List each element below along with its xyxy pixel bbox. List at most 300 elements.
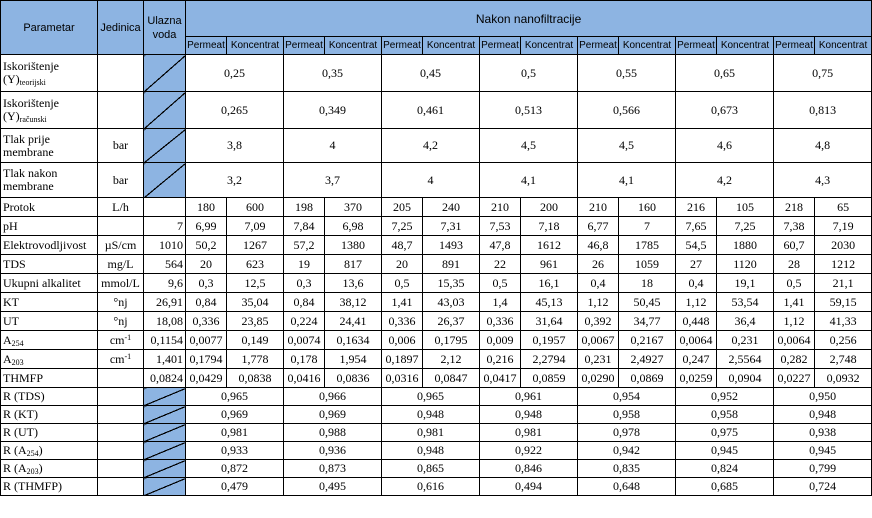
permeat-value: 7,84 — [284, 217, 325, 236]
koncentrat-value: 1380 — [325, 236, 382, 255]
permeat-value: 0,4 — [578, 274, 619, 293]
empty-diagonal-cell — [144, 442, 186, 460]
table-row — [1, 406, 872, 424]
table-row — [1, 478, 872, 496]
merged-value-cell: 0,566 — [578, 92, 676, 129]
rejection-value: 0,981 — [382, 424, 480, 442]
koncentrat-value: 1,954 — [325, 350, 382, 369]
subheader-koncentrat: Koncentrat — [227, 37, 284, 55]
merged-value-cell: 4,2 — [382, 129, 480, 163]
merged-value-cell: 4,8 — [774, 129, 872, 163]
row-label — [1, 369, 98, 388]
row-unit — [98, 388, 144, 406]
koncentrat-value: 50,45 — [619, 293, 676, 312]
empty-diagonal-cell — [144, 55, 186, 92]
koncentrat-value: 2,4927 — [619, 350, 676, 369]
merged-value-cell: 0,461 — [382, 92, 480, 129]
koncentrat-value: 7,25 — [717, 217, 774, 236]
permeat-value: 28 — [774, 255, 815, 274]
permeat-value: 0,336 — [186, 312, 227, 331]
permeat-value: 60,7 — [774, 236, 815, 255]
permeat-value: 180 — [186, 198, 227, 217]
row-unit — [98, 460, 144, 478]
table-row — [1, 163, 872, 198]
subheader-permeat: Permeat — [578, 37, 619, 55]
rejection-value: 0,954 — [578, 388, 676, 406]
subheader-permeat: Permeat — [284, 37, 325, 55]
permeat-value: 210 — [480, 198, 521, 217]
row-unit: °nj — [98, 312, 144, 331]
permeat-value: 0,336 — [382, 312, 423, 331]
row-label-text: R (A — [3, 461, 27, 475]
permeat-value: 0,0290 — [578, 369, 619, 388]
permeat-value: 1,41 — [382, 293, 423, 312]
subheader-permeat: Permeat — [186, 37, 227, 55]
row-unit — [98, 442, 144, 460]
rejection-value: 0,966 — [284, 388, 382, 406]
koncentrat-value: 200 — [521, 198, 578, 217]
permeat-value: 0,3 — [186, 274, 227, 293]
koncentrat-value: 2030 — [815, 236, 872, 255]
row-label-subscript: teorijski — [19, 78, 46, 87]
row-unit — [98, 92, 144, 129]
row-unit: mmol/L — [98, 274, 144, 293]
merged-value-cell: 0,65 — [676, 55, 774, 92]
rejection-value: 0,648 — [578, 478, 676, 496]
row-label — [1, 388, 98, 406]
koncentrat-value: 34,77 — [619, 312, 676, 331]
empty-diagonal-cell — [144, 478, 186, 496]
row-label: Protok — [1, 198, 98, 217]
rejection-value: 0,616 — [382, 478, 480, 496]
row-label-text: R (A — [3, 443, 27, 457]
permeat-value: 0,006 — [382, 331, 423, 350]
permeat-value: 0,84 — [284, 293, 325, 312]
koncentrat-value: 1267 — [227, 236, 284, 255]
permeat-value: 0,178 — [284, 350, 325, 369]
merged-value-cell: 4,5 — [480, 129, 578, 163]
koncentrat-value: 7 — [619, 217, 676, 236]
permeat-value: 0,336 — [480, 312, 521, 331]
permeat-value: 19 — [284, 255, 325, 274]
rejection-value: 0,945 — [774, 442, 872, 460]
permeat-value: 0,231 — [578, 350, 619, 369]
koncentrat-value: 1120 — [717, 255, 774, 274]
merged-value-cell: 0,5 — [480, 55, 578, 92]
koncentrat-value: 2,2794 — [521, 350, 578, 369]
table-row — [1, 55, 872, 92]
permeat-value: 1,12 — [774, 312, 815, 331]
subheader-koncentrat: Koncentrat — [521, 37, 578, 55]
subheader-koncentrat: Koncentrat — [717, 37, 774, 55]
row-label: KT — [1, 293, 98, 312]
rejection-value: 0,969 — [186, 406, 284, 424]
row-label — [1, 129, 98, 163]
merged-value-cell: 0,75 — [774, 55, 872, 92]
merged-value-cell: 4,2 — [676, 163, 774, 198]
merged-value-cell: 0,55 — [578, 55, 676, 92]
koncentrat-value: 16,1 — [521, 274, 578, 293]
empty-diagonal-cell — [144, 388, 186, 406]
merged-value-cell: 0,25 — [186, 55, 284, 92]
koncentrat-value: 891 — [423, 255, 480, 274]
koncentrat-value: 6,98 — [325, 217, 382, 236]
row-label — [1, 424, 98, 442]
permeat-value: 6,77 — [578, 217, 619, 236]
table-row — [1, 92, 872, 129]
rejection-value: 0,948 — [382, 442, 480, 460]
koncentrat-value: 1785 — [619, 236, 676, 255]
inlet-value: 0,1154 — [144, 331, 186, 350]
row-label — [1, 331, 98, 350]
koncentrat-value: 65 — [815, 198, 872, 217]
permeat-value: 0,0064 — [774, 331, 815, 350]
merged-value-cell: 0,349 — [284, 92, 382, 129]
row-label-text: Iskorištenje (Y) — [3, 59, 59, 86]
row-label — [1, 350, 98, 369]
permeat-value: 0,0429 — [186, 369, 227, 388]
row-label — [1, 460, 98, 478]
permeat-value: 205 — [382, 198, 423, 217]
permeat-value: 7,65 — [676, 217, 717, 236]
row-unit-superscript: -1 — [124, 351, 132, 361]
table-row — [1, 460, 872, 478]
row-unit — [98, 217, 144, 236]
subheader-permeat: Permeat — [676, 37, 717, 55]
row-unit-superscript: -1 — [124, 332, 132, 342]
row-label-text: R (KT) — [3, 407, 38, 421]
permeat-value: 0,0417 — [480, 369, 521, 388]
koncentrat-value: 2,5564 — [717, 350, 774, 369]
koncentrat-value: 0,2167 — [619, 331, 676, 350]
merged-value-cell: 0,813 — [774, 92, 872, 129]
rejection-value: 0,965 — [186, 388, 284, 406]
koncentrat-value: 0,0904 — [717, 369, 774, 388]
koncentrat-value: 31,64 — [521, 312, 578, 331]
rejection-value: 0,873 — [284, 460, 382, 478]
permeat-value: 198 — [284, 198, 325, 217]
koncentrat-value: 1,778 — [227, 350, 284, 369]
rejection-value: 0,965 — [382, 388, 480, 406]
koncentrat-value: 961 — [521, 255, 578, 274]
merged-value-cell: 4,1 — [578, 163, 676, 198]
merged-value-cell: 0,35 — [284, 55, 382, 92]
rejection-value: 0,981 — [186, 424, 284, 442]
permeat-value: 0,247 — [676, 350, 717, 369]
row-label-text: Iskorištenje (Y) — [3, 96, 59, 123]
koncentrat-value: 600 — [227, 198, 284, 217]
koncentrat-value: 240 — [423, 198, 480, 217]
inlet-value — [144, 198, 186, 217]
row-unit — [98, 350, 144, 369]
row-unit — [98, 424, 144, 442]
rejection-value: 0,975 — [676, 424, 774, 442]
permeat-value: 7,53 — [480, 217, 521, 236]
row-label — [1, 478, 98, 496]
permeat-value: 1,4 — [480, 293, 521, 312]
inlet-value: 564 — [144, 255, 186, 274]
permeat-value: 54,5 — [676, 236, 717, 255]
permeat-value: 210 — [578, 198, 619, 217]
koncentrat-value: 19,1 — [717, 274, 774, 293]
permeat-value: 0,448 — [676, 312, 717, 331]
merged-value-cell: 4,6 — [676, 129, 774, 163]
permeat-value: 0,0416 — [284, 369, 325, 388]
rejection-value: 0,922 — [480, 442, 578, 460]
subheader-permeat: Permeat — [774, 37, 815, 55]
rejection-value: 0,865 — [382, 460, 480, 478]
koncentrat-value: 45,13 — [521, 293, 578, 312]
row-label — [1, 442, 98, 460]
koncentrat-value: 1212 — [815, 255, 872, 274]
koncentrat-value: 0,0932 — [815, 369, 872, 388]
row-unit: bar — [98, 129, 144, 163]
merged-value-cell: 3,7 — [284, 163, 382, 198]
rejection-value: 0,479 — [186, 478, 284, 496]
permeat-value: 0,0316 — [382, 369, 423, 388]
rejection-value: 0,988 — [284, 424, 382, 442]
row-unit — [98, 406, 144, 424]
koncentrat-value: 7,18 — [521, 217, 578, 236]
subheader-koncentrat: Koncentrat — [325, 37, 382, 55]
rejection-value: 0,835 — [578, 460, 676, 478]
row-unit: °nj — [98, 293, 144, 312]
merged-value-cell: 3,2 — [186, 163, 284, 198]
header-jedinica: Jedinica — [98, 1, 144, 55]
permeat-value: 0,5 — [774, 274, 815, 293]
permeat-value: 20 — [382, 255, 423, 274]
rejection-value: 0,948 — [382, 406, 480, 424]
subheader-permeat: Permeat — [382, 37, 423, 55]
table-row — [1, 388, 872, 406]
koncentrat-value: 1612 — [521, 236, 578, 255]
merged-value-cell: 4,3 — [774, 163, 872, 198]
koncentrat-value: 817 — [325, 255, 382, 274]
merged-value-cell: 4,5 — [578, 129, 676, 163]
koncentrat-value: 0,256 — [815, 331, 872, 350]
subheader-koncentrat: Koncentrat — [815, 37, 872, 55]
permeat-value: 0,4 — [676, 274, 717, 293]
permeat-value: 0,5 — [382, 274, 423, 293]
permeat-value: 7,25 — [382, 217, 423, 236]
table-row — [1, 129, 872, 163]
koncentrat-value: 41,33 — [815, 312, 872, 331]
table-row — [1, 255, 872, 274]
inlet-value: 0,0824 — [144, 369, 186, 388]
koncentrat-value: 53,54 — [717, 293, 774, 312]
permeat-value: 0,392 — [578, 312, 619, 331]
table-row — [1, 331, 872, 350]
koncentrat-value: 13,6 — [325, 274, 382, 293]
row-label — [1, 163, 98, 198]
row-label-text: R (THMFP) — [3, 479, 63, 493]
row-label-subscript: 203 — [26, 467, 39, 476]
rejection-value: 0,494 — [480, 478, 578, 496]
koncentrat-value: 2,748 — [815, 350, 872, 369]
row-label: Elektrovodljivost — [1, 236, 98, 255]
rejection-value: 0,945 — [676, 442, 774, 460]
permeat-value: 216 — [676, 198, 717, 217]
subheader-permeat: Permeat — [480, 37, 521, 55]
permeat-value: 0,0077 — [186, 331, 227, 350]
permeat-value: 218 — [774, 198, 815, 217]
inlet-value: 1,401 — [144, 350, 186, 369]
permeat-value: 26 — [578, 255, 619, 274]
merged-value-cell: 3,8 — [186, 129, 284, 163]
row-label — [1, 92, 98, 129]
permeat-value: 1,41 — [774, 293, 815, 312]
rejection-value: 0,969 — [284, 406, 382, 424]
row-label: Ukupni alkalitet — [1, 274, 98, 293]
koncentrat-value: 0,0836 — [325, 369, 382, 388]
rejection-value: 0,685 — [676, 478, 774, 496]
empty-diagonal-cell — [144, 406, 186, 424]
rejection-value: 0,846 — [480, 460, 578, 478]
permeat-value: 0,0259 — [676, 369, 717, 388]
merged-value-cell: 4 — [382, 163, 480, 198]
permeat-value: 47,8 — [480, 236, 521, 255]
row-unit: mg/L — [98, 255, 144, 274]
row-label: UT — [1, 312, 98, 331]
table-row — [1, 274, 872, 293]
inlet-value: 1010 — [144, 236, 186, 255]
koncentrat-value: 24,41 — [325, 312, 382, 331]
permeat-value: 48,7 — [382, 236, 423, 255]
rejection-value: 0,495 — [284, 478, 382, 496]
row-label: TDS — [1, 255, 98, 274]
permeat-value: 57,2 — [284, 236, 325, 255]
koncentrat-value: 623 — [227, 255, 284, 274]
inlet-value: 26,91 — [144, 293, 186, 312]
koncentrat-value: 43,03 — [423, 293, 480, 312]
row-unit: µS/cm — [98, 236, 144, 255]
row-unit — [98, 369, 144, 388]
koncentrat-value: 23,85 — [227, 312, 284, 331]
permeat-value: 0,84 — [186, 293, 227, 312]
merged-value-cell: 0,265 — [186, 92, 284, 129]
koncentrat-value: 0,231 — [717, 331, 774, 350]
koncentrat-value: 59,15 — [815, 293, 872, 312]
header-parametar: Parametar — [1, 1, 98, 55]
permeat-value: 0,224 — [284, 312, 325, 331]
row-label-text: Tlak prije membrane — [3, 131, 54, 159]
koncentrat-value: 18 — [619, 274, 676, 293]
row-label-subscript: 254 — [11, 338, 24, 348]
permeat-value: 0,009 — [480, 331, 521, 350]
rejection-value: 0,938 — [774, 424, 872, 442]
koncentrat-value: 0,1795 — [423, 331, 480, 350]
inlet-value: 9,6 — [144, 274, 186, 293]
header-ulazna-voda: Ulazna voda — [144, 1, 186, 55]
koncentrat-value: 1493 — [423, 236, 480, 255]
permeat-value: 0,1897 — [382, 350, 423, 369]
permeat-value: 46,8 — [578, 236, 619, 255]
koncentrat-value: 105 — [717, 198, 774, 217]
row-label-subscript: 203 — [11, 357, 24, 367]
empty-diagonal-cell — [144, 460, 186, 478]
inlet-value: 18,08 — [144, 312, 186, 331]
row-unit: L/h — [98, 198, 144, 217]
koncentrat-value: 38,12 — [325, 293, 382, 312]
table-row — [1, 424, 872, 442]
subheader-koncentrat: Koncentrat — [619, 37, 676, 55]
row-unit — [98, 55, 144, 92]
row-unit — [98, 331, 144, 350]
row-label-end: ) — [38, 461, 43, 475]
koncentrat-value: 0,149 — [227, 331, 284, 350]
row-label-text: R (UT) — [3, 425, 38, 439]
koncentrat-value: 370 — [325, 198, 382, 217]
rejection-value: 0,981 — [480, 424, 578, 442]
koncentrat-value: 0,1634 — [325, 331, 382, 350]
merged-value-cell: 0,513 — [480, 92, 578, 129]
permeat-value: 0,5 — [480, 274, 521, 293]
table-row — [1, 312, 872, 331]
row-unit: bar — [98, 163, 144, 198]
inlet-value: 7 — [144, 217, 186, 236]
merged-value-cell: 0,673 — [676, 92, 774, 129]
koncentrat-value: 7,19 — [815, 217, 872, 236]
permeat-value: 0,3 — [284, 274, 325, 293]
rejection-value: 0,958 — [578, 406, 676, 424]
permeat-value: 6,99 — [186, 217, 227, 236]
permeat-value: 20 — [186, 255, 227, 274]
row-label-text: R (TDS) — [3, 389, 45, 403]
permeat-value: 0,0064 — [676, 331, 717, 350]
permeat-value: 27 — [676, 255, 717, 274]
header-nakon-nanofiltracije: Nakon nanofiltracije — [186, 1, 872, 37]
row-label — [1, 55, 98, 92]
row-label-text: A — [3, 332, 12, 347]
table-row — [1, 369, 872, 388]
rejection-value: 0,948 — [774, 406, 872, 424]
permeat-value: 50,2 — [186, 236, 227, 255]
empty-diagonal-cell — [144, 92, 186, 129]
koncentrat-value: 0,1957 — [521, 331, 578, 350]
permeat-value: 0,0227 — [774, 369, 815, 388]
koncentrat-value: 12,5 — [227, 274, 284, 293]
rejection-value: 0,824 — [676, 460, 774, 478]
rejection-value: 0,978 — [578, 424, 676, 442]
koncentrat-value: 0,0859 — [521, 369, 578, 388]
table-row — [1, 293, 872, 312]
koncentrat-value: 2,12 — [423, 350, 480, 369]
permeat-value: 7,38 — [774, 217, 815, 236]
koncentrat-value: 15,35 — [423, 274, 480, 293]
table-row — [1, 217, 872, 236]
rejection-value: 0,872 — [186, 460, 284, 478]
header-row — [1, 1, 872, 37]
row-unit — [98, 478, 144, 496]
row-label-text: THMFP — [3, 370, 44, 385]
merged-value-cell: 0,45 — [382, 55, 480, 92]
permeat-value: 22 — [480, 255, 521, 274]
rejection-value: 0,952 — [676, 388, 774, 406]
empty-diagonal-cell — [144, 424, 186, 442]
permeat-value: 1,12 — [676, 293, 717, 312]
merged-value-cell: 4 — [284, 129, 382, 163]
row-label — [1, 406, 98, 424]
row-label-subscript: računski — [19, 115, 47, 124]
empty-diagonal-cell — [144, 129, 186, 163]
koncentrat-value: 1880 — [717, 236, 774, 255]
rejection-value: 0,799 — [774, 460, 872, 478]
rejection-value: 0,961 — [480, 388, 578, 406]
permeat-value: 0,0074 — [284, 331, 325, 350]
rejection-value: 0,936 — [284, 442, 382, 460]
subheader-koncentrat: Koncentrat — [423, 37, 480, 55]
table-row — [1, 236, 872, 255]
